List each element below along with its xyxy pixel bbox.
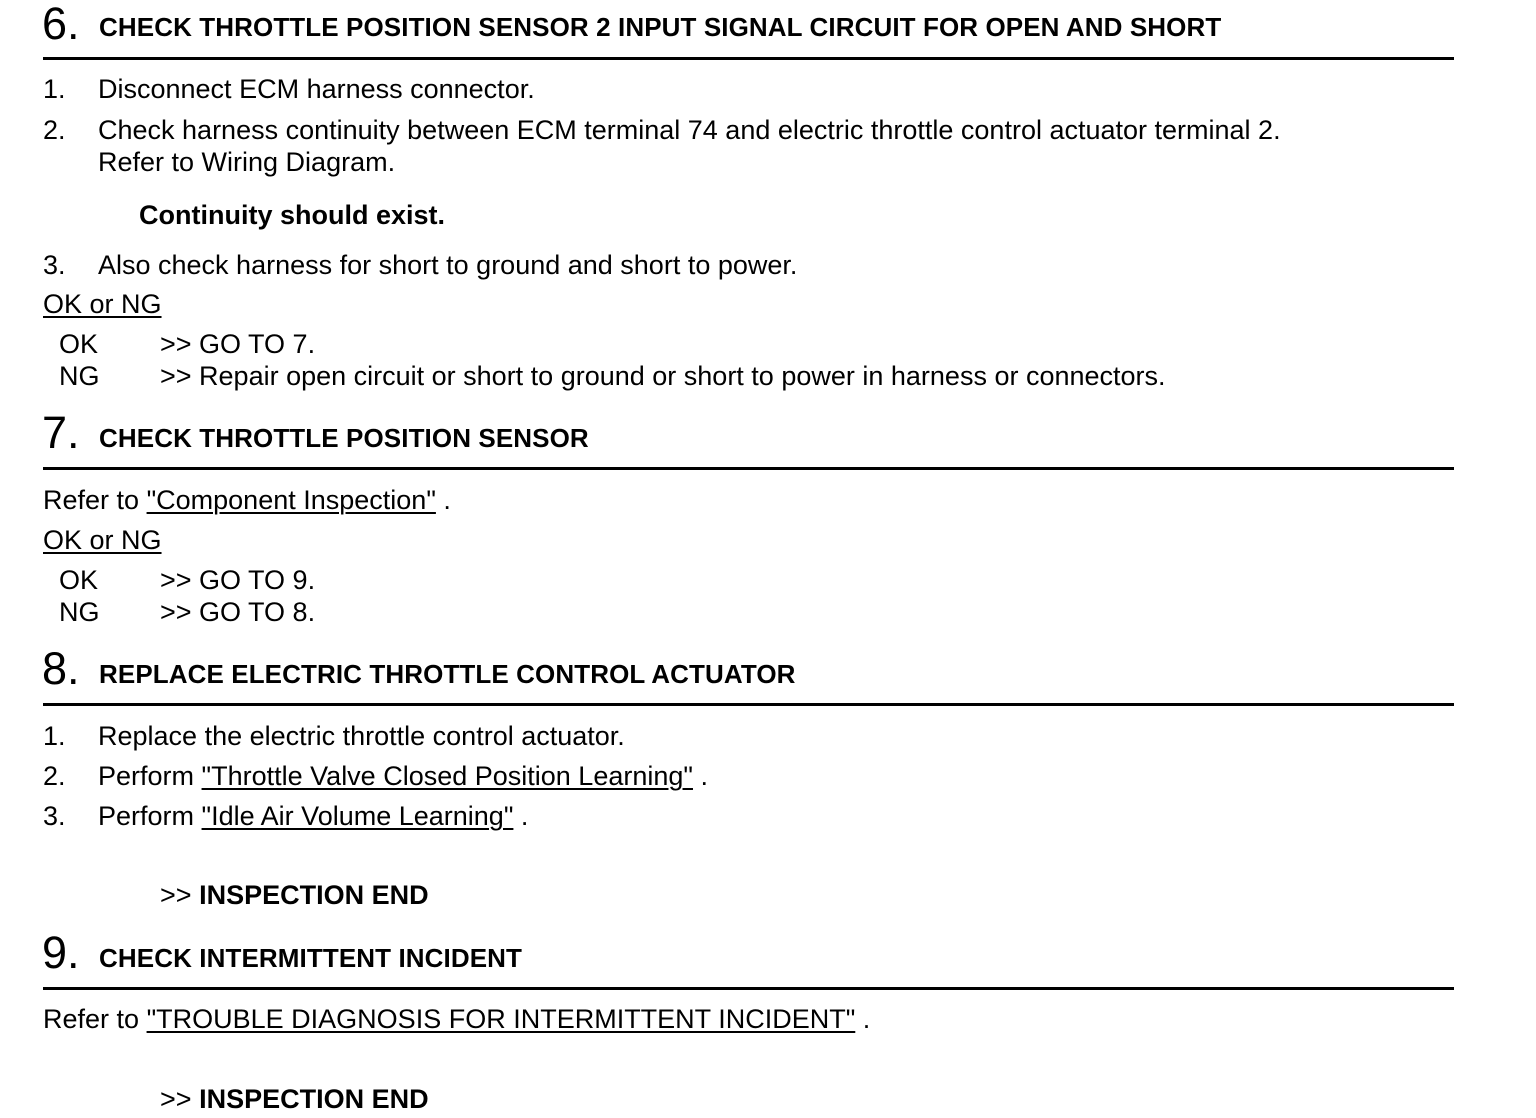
step-8-item-3-prefix: Perform <box>98 801 195 831</box>
step-8-item-2-suffix: . <box>700 761 709 791</box>
step-8-end-arrow: >> <box>160 880 192 910</box>
step-9-title: CHECK INTERMITTENT INCIDENT <box>99 943 523 973</box>
step-7-ng-label: NG <box>59 597 100 627</box>
step-6-ok-label: OK <box>59 329 99 359</box>
step-8-title: REPLACE ELECTRIC THROTTLE CONTROL ACTUATOR <box>99 659 796 689</box>
step-8-end-text: INSPECTION END <box>199 880 429 910</box>
step-8-item-1-number: 1. <box>43 721 66 751</box>
step-9-refer-prefix: Refer to <box>43 1004 140 1034</box>
step-6-ok-ng-heading: OK or NG <box>43 289 162 319</box>
step-9-end-text: INSPECTION END <box>199 1084 429 1114</box>
step-9-inspection-end <box>160 1083 429 1115</box>
trouble-diagnosis-intermittent-link[interactable]: "TROUBLE DIAGNOSIS FOR INTERMITTENT INCIDENT" <box>146 1004 856 1034</box>
step-8-divider <box>43 703 1454 706</box>
step-8-item-1-text: Replace the electric throttle control actuator. <box>98 721 625 751</box>
step-7-ok-ng-heading: OK or NG <box>43 525 162 555</box>
step-6-continuity-note: Continuity should exist. <box>139 200 446 230</box>
idle-air-volume-learning-link[interactable]: "Idle Air Volume Learning" <box>201 801 514 831</box>
step-9-refer-line <box>43 1003 870 1035</box>
step-6-item-3-text: Also check harness for short to ground and short to power. <box>98 250 798 280</box>
step-6-item-3-number: 3. <box>43 250 66 280</box>
step-9-divider <box>43 987 1454 990</box>
step-6-item-2-continuation: Refer to Wiring Diagram. <box>98 147 396 177</box>
step-8-item-2-prefix: Perform <box>98 761 195 791</box>
step-6-divider <box>43 57 1454 60</box>
throttle-valve-closed-position-learning-link[interactable]: "Throttle Valve Closed Position Learning" <box>201 761 693 791</box>
step-7-refer-line <box>43 484 451 516</box>
step-6-item-1-text: Disconnect ECM harness connector. <box>98 74 535 104</box>
step-8-inspection-end <box>160 879 429 911</box>
step-8-item-3-suffix: . <box>520 801 529 831</box>
step-9-end-arrow: >> <box>160 1084 192 1114</box>
step-7-refer-suffix: . <box>443 485 451 515</box>
step-6-item-2-text: Check harness continuity between ECM terminal 74 and electric throttle control actuator terminal 2. <box>98 115 1281 145</box>
step-9-refer-suffix: . <box>862 1004 871 1034</box>
step-8-item-3-text <box>98 800 528 832</box>
step-7-title: CHECK THROTTLE POSITION SENSOR <box>99 423 589 453</box>
step-7-divider <box>43 467 1454 470</box>
step-6-ng-label: NG <box>59 361 100 391</box>
step-6-item-1-number: 1. <box>43 74 66 104</box>
step-8-item-2-number: 2. <box>43 761 66 791</box>
step-6-ng-action: >> Repair open circuit or short to ground or short to power in harness or connectors. <box>160 361 1166 391</box>
step-9-number: 9. <box>42 927 80 978</box>
step-7-refer-prefix: Refer to <box>43 485 140 515</box>
step-7-ok-label: OK <box>59 565 99 595</box>
step-8-number: 8. <box>42 643 80 694</box>
step-8-item-2-text <box>98 760 708 792</box>
step-6-ok-action: >> GO TO 7. <box>160 329 316 359</box>
step-6-item-2-number: 2. <box>43 115 66 145</box>
step-7-ng-action: >> GO TO 8. <box>160 597 316 627</box>
step-6-number: 6. <box>42 0 80 49</box>
step-6-title: CHECK THROTTLE POSITION SENSOR 2 INPUT SIGNAL CIRCUIT FOR OPEN AND SHORT <box>99 12 1222 42</box>
component-inspection-link[interactable]: "Component Inspection" <box>146 485 436 515</box>
step-7-ok-action: >> GO TO 9. <box>160 565 316 595</box>
step-8-item-3-number: 3. <box>43 801 66 831</box>
step-7-number: 7. <box>42 407 80 458</box>
